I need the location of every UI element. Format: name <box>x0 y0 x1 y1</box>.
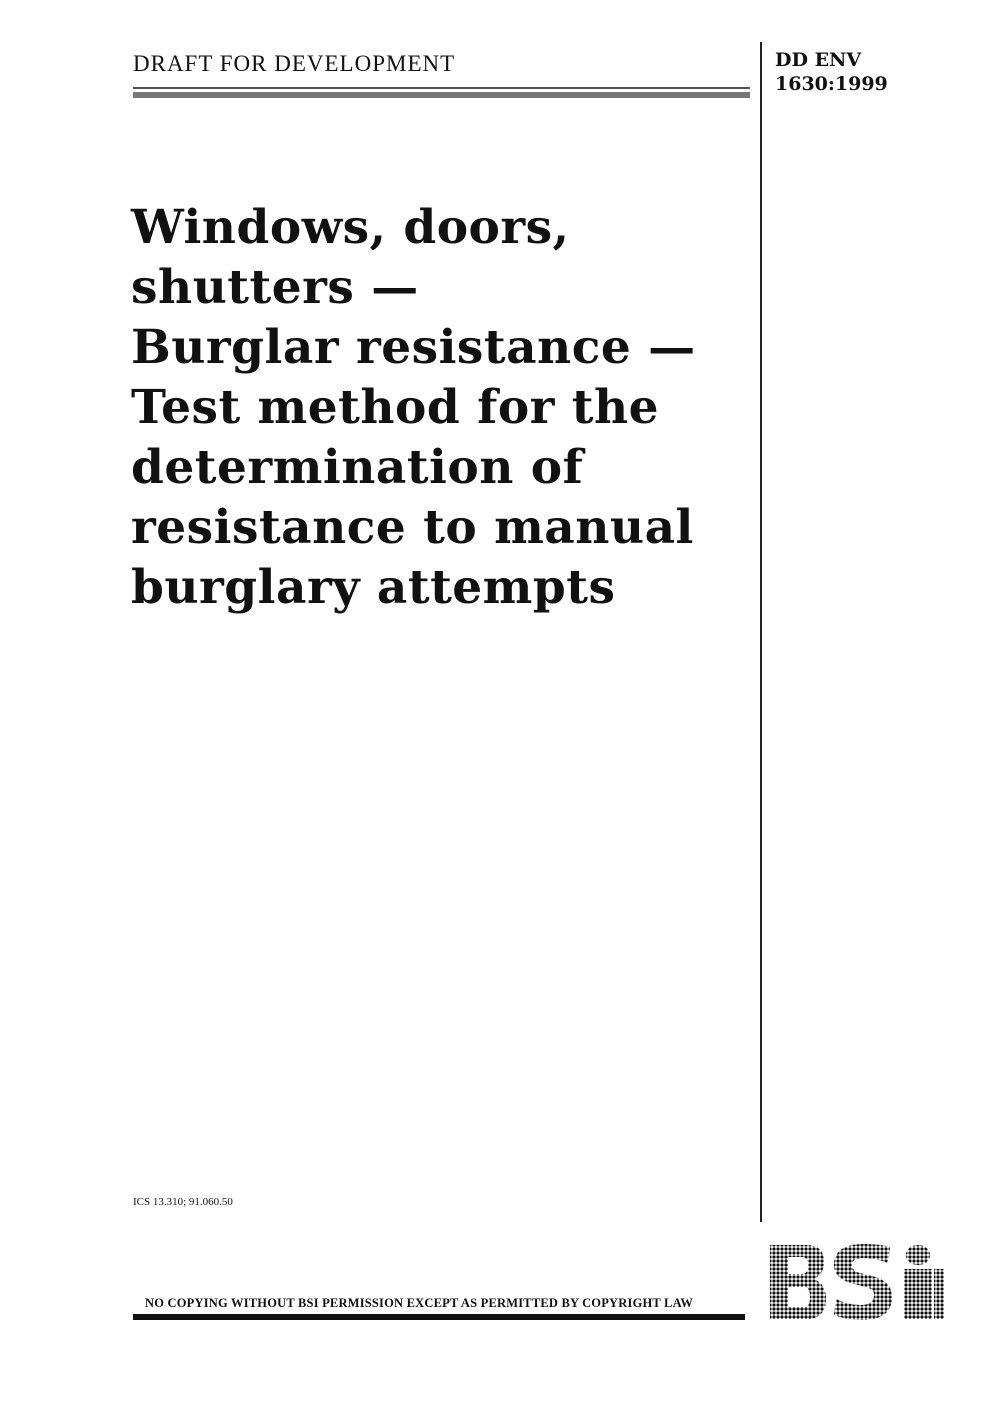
ics-code: ICS 13.310; 91.060.50 <box>133 1196 233 1208</box>
footer-rule <box>133 1314 745 1320</box>
bsi-logo-icon <box>768 1243 946 1321</box>
document-type: DRAFT FOR DEVELOPMENT <box>133 51 456 76</box>
document-title <box>131 198 751 618</box>
title-line: Burglar resistance — <box>131 320 696 375</box>
vertical-divider <box>760 42 762 1222</box>
title-line: shutters — <box>131 260 419 315</box>
document-number <box>775 48 888 96</box>
header-rule <box>133 87 750 99</box>
title-line: determination of <box>131 440 584 495</box>
title-line: burglary attempts <box>131 560 616 615</box>
title-line: Test method for the <box>131 380 660 435</box>
copyright-notice: NO COPYING WITHOUT BSI PERMISSION EXCEPT AS PERMITTED BY COPYRIGHT LAW <box>145 1296 694 1310</box>
document-number-line-2: 1630:1999 <box>775 73 888 95</box>
document-number-line-1: DD ENV <box>775 49 862 71</box>
title-line: resistance to manual <box>131 500 694 555</box>
title-line: Windows, doors, <box>131 200 570 255</box>
